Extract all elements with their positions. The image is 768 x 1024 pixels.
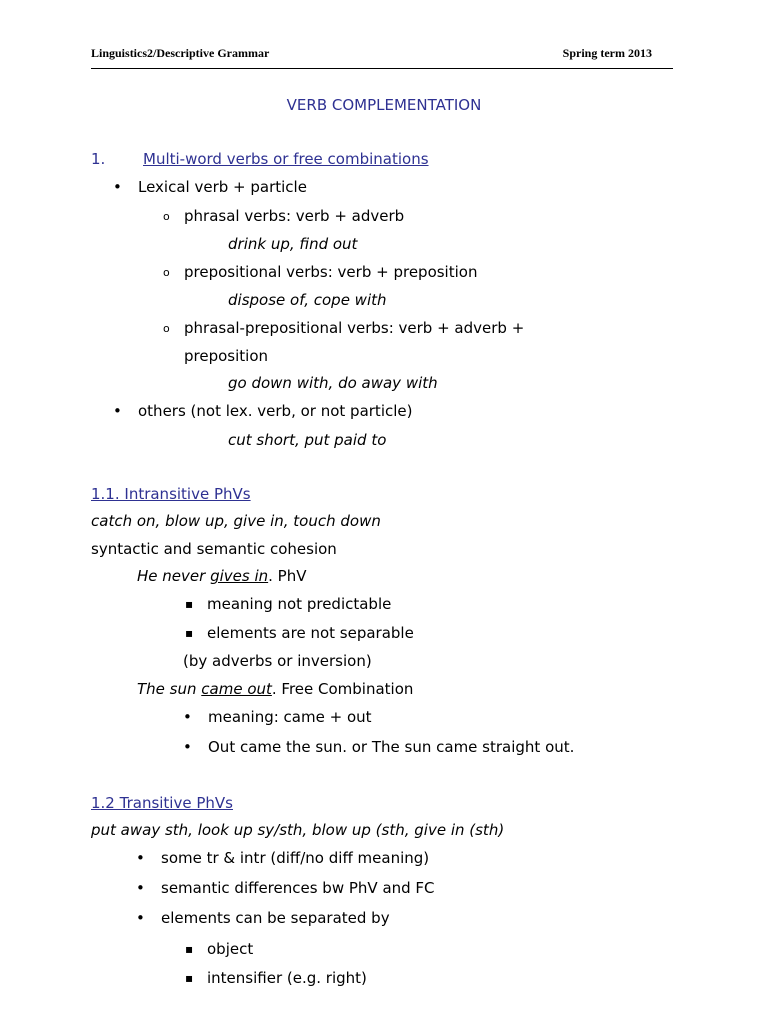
example-came-out-pre: The sun <box>137 680 202 698</box>
document-title: VERB COMPLEMENTATION <box>286 96 482 114</box>
subitem-phrasal-verbs: o phrasal verbs: verb + adverb <box>184 206 404 226</box>
point-not-separable: ▪ elements are not separable <box>207 623 414 643</box>
section-1-heading: Multi-word verbs or free combinations <box>143 150 429 168</box>
point-out-came-the-sun: • Out came the sun. or The sun came straight out. <box>208 737 574 757</box>
intransitive-examples: catch on, blow up, give in, touch down <box>91 512 381 530</box>
subitem-phrasal-prepositional-cont: preposition <box>184 347 269 365</box>
example-prepositional-verbs: dispose of, cope with <box>228 291 387 309</box>
section-1-1-heading: 1.1. Intransitive PhVs <box>91 485 251 503</box>
point-intensifier: ▪ intensifier (e.g. right) <box>207 968 367 988</box>
example-gives-in-post: . PhV <box>268 567 307 585</box>
example-phrasal-verbs: drink up, find out <box>228 235 358 253</box>
cohesion-line: syntactic and semantic cohesion <box>91 540 337 558</box>
point-object: ▪ object <box>207 939 253 959</box>
example-gives-in-pre: He never <box>137 567 211 585</box>
subitem-phrasal-prepositional-verbs: o phrasal-prepositional verbs: verb + adverb + <box>184 318 524 338</box>
bullet-lexical-verb: • Lexical verb + particle <box>138 177 307 197</box>
point-tr-intr: • some tr & intr (diff/no diff meaning) <box>161 848 429 868</box>
subitem-prepositional-verbs: o prepositional verbs: verb + preposition <box>184 262 477 282</box>
example-gives-in-verb: gives in <box>210 567 269 585</box>
bullet-others: • others (not lex. verb, or not particle) <box>138 401 412 421</box>
example-came-out <box>137 679 413 699</box>
point-meaning-not-predictable: ▪ meaning not predictable <box>207 594 391 614</box>
example-came-out-post: . Free Combination <box>271 680 414 698</box>
example-others: cut short, put paid to <box>228 431 387 449</box>
header-course: Linguistics2/Descriptive Grammar <box>91 46 270 60</box>
point-separated-by: • elements can be separated by <box>161 908 390 928</box>
example-gives-in <box>137 566 306 586</box>
example-phrasal-prepositional: go down with, do away with <box>228 374 438 392</box>
page-header <box>91 46 673 69</box>
point-meaning-came-out: • meaning: came + out <box>208 707 372 727</box>
point-semantic-differences: • semantic differences bw PhV and FC <box>161 878 435 898</box>
section-1-2-heading: 1.2 Transitive PhVs <box>91 794 233 812</box>
transitive-examples: put away sth, look up sy/sth, blow up (sth, give in (sth) <box>91 821 505 839</box>
header-term: Spring term 2013 <box>562 46 652 60</box>
note-adverbs-inversion: (by adverbs or inversion) <box>183 652 372 670</box>
section-1-number: 1. <box>91 150 106 168</box>
example-came-out-verb: came out <box>201 680 272 698</box>
